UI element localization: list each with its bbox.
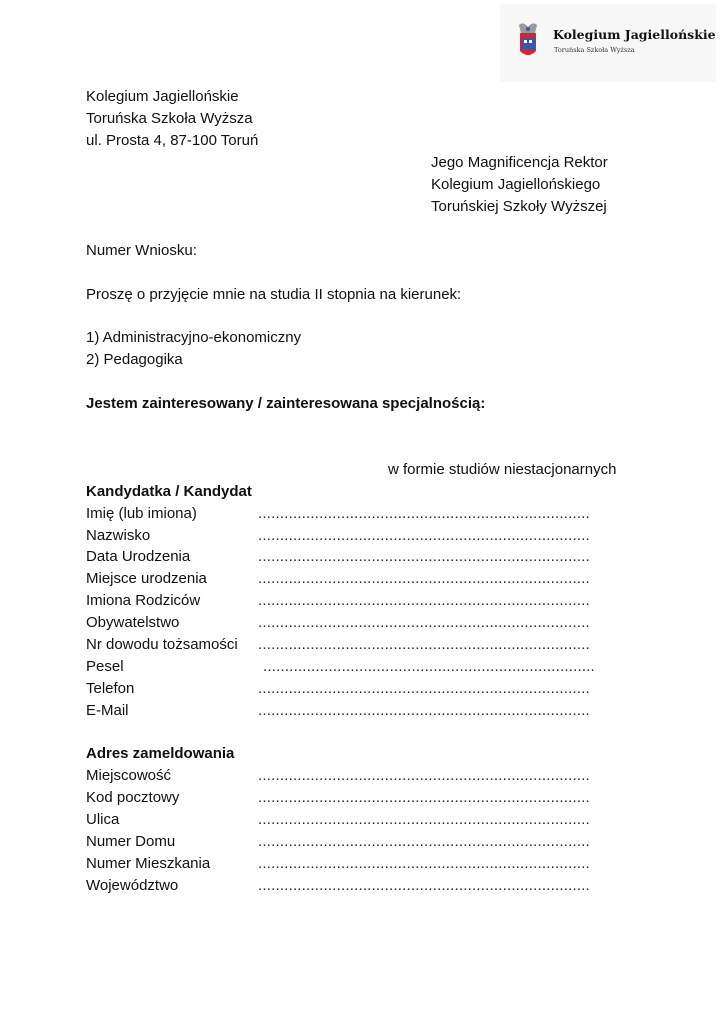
sender-line-1: Kolegium Jagiellońskie xyxy=(86,88,239,105)
form-row-citizenship xyxy=(86,612,606,634)
fill-line[interactable]: ............................................................................ xyxy=(258,505,590,522)
field-of-study-2: 2) Pedagogika xyxy=(86,351,183,368)
fill-line[interactable]: ............................................................................ xyxy=(258,614,590,631)
form-label: E-Mail xyxy=(86,702,129,719)
form-label: Pesel xyxy=(86,658,124,675)
form-label: Imię (lub imiona) xyxy=(86,505,197,522)
form-row-house-number xyxy=(86,831,606,853)
form-label: Imiona Rodziców xyxy=(86,592,201,609)
specialization-label: Jestem zainteresowany / zainteresowana specjalnością: xyxy=(86,395,486,412)
form-row-email xyxy=(86,700,606,722)
fill-line[interactable]: ............................................................................ xyxy=(258,636,590,653)
form-label: Telefon xyxy=(86,680,135,697)
logo-title: Kolegium Jagiellońskie xyxy=(553,27,716,42)
fill-line[interactable]: ............................................................................ xyxy=(258,592,590,609)
logo xyxy=(500,4,716,82)
form-label: Nazwisko xyxy=(86,527,151,544)
form-row-pesel xyxy=(86,656,606,678)
recipient-line-2: Kolegium Jagiellońskiego xyxy=(431,176,601,193)
form-label: Kod pocztowy xyxy=(86,789,180,806)
form-label: Miejsce urodzenia xyxy=(86,570,207,587)
form-row-postal-code xyxy=(86,787,606,809)
form-row-city xyxy=(86,765,606,787)
crest-icon xyxy=(517,21,539,61)
form-row-first-names xyxy=(86,503,606,525)
recipient-line-1: Jego Magnificencja Rektor xyxy=(431,154,608,171)
fill-line[interactable]: ............................................................................ xyxy=(258,680,590,697)
fill-line[interactable]: ............................................................................ xyxy=(258,789,590,806)
fill-line[interactable]: ............................................................................ xyxy=(258,855,590,872)
sender-line-2: Toruńska Szkoła Wyższa xyxy=(86,110,253,127)
application-number-label: Numer Wniosku: xyxy=(86,242,197,259)
form-label: Numer Domu xyxy=(86,833,176,850)
form-label: Obywatelstwo xyxy=(86,614,180,631)
request-text: Proszę o przyjęcie mnie na studia II stopnia na kierunek: xyxy=(86,286,462,303)
form-label: Nr dowodu tożsamości xyxy=(86,636,238,653)
form-row-phone xyxy=(86,678,606,700)
logo-subtitle: Toruńska Szkoła Wyższa xyxy=(554,46,635,54)
form-row-parents-names xyxy=(86,590,606,612)
form-label: Data Urodzenia xyxy=(86,548,191,565)
fill-line[interactable]: ............................................................................ xyxy=(258,702,590,719)
form-row-voivodeship xyxy=(86,875,606,897)
candidate-heading: Kandydatka / Kandydat xyxy=(86,483,252,500)
form-label: Numer Mieszkania xyxy=(86,855,211,872)
fill-line[interactable]: ............................................................................ xyxy=(258,548,590,565)
fill-line[interactable]: ............................................................................ xyxy=(263,658,595,675)
fill-line[interactable]: ............................................................................ xyxy=(258,811,590,828)
form-label: Ulica xyxy=(86,811,120,828)
form-label: Miejscowość xyxy=(86,767,172,784)
form-row-surname xyxy=(86,525,606,547)
form-row-street xyxy=(86,809,606,831)
sender-line-3: ul. Prosta 4, 87-100 Toruń xyxy=(86,132,259,149)
form-row-birth-place xyxy=(86,568,606,590)
form-row-birth-date xyxy=(86,546,606,568)
recipient-line-3: Toruńskiej Szkoły Wyższej xyxy=(431,198,607,215)
fill-line[interactable]: ............................................................................ xyxy=(258,877,590,894)
form-row-apartment-number xyxy=(86,853,606,875)
fill-line[interactable]: ............................................................................ xyxy=(258,833,590,850)
fill-line[interactable]: ............................................................................ xyxy=(258,570,590,587)
fill-line[interactable]: ............................................................................ xyxy=(258,767,590,784)
field-of-study-1: 1) Administracyjno-ekonomiczny xyxy=(86,329,302,346)
form-label: Województwo xyxy=(86,877,179,894)
study-form: w formie studiów niestacjonarnych xyxy=(388,461,617,478)
address-heading: Adres zameldowania xyxy=(86,745,235,762)
fill-line[interactable]: ............................................................................ xyxy=(258,527,590,544)
form-row-id-number xyxy=(86,634,606,656)
